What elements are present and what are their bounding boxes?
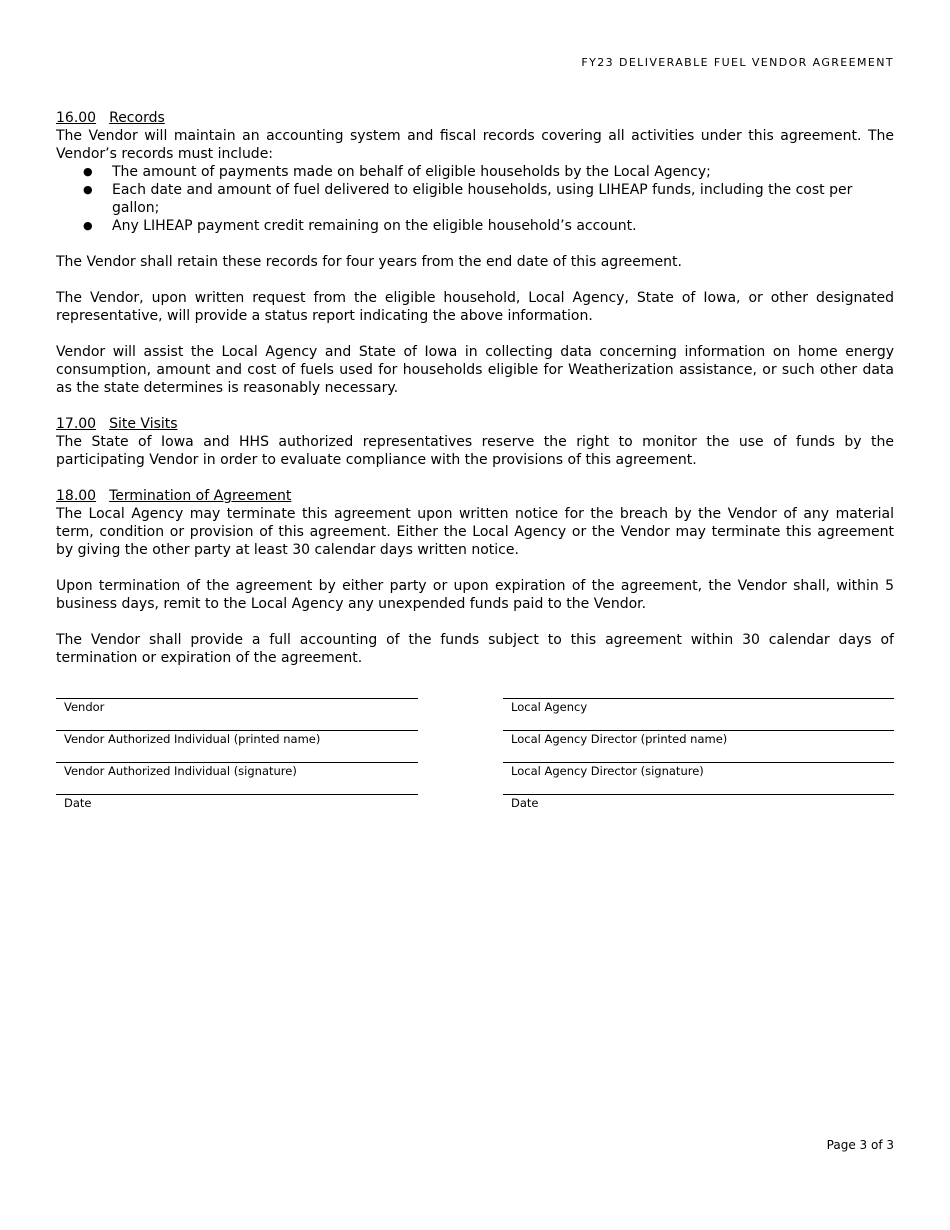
records-list-item: ● Each date and amount of fuel delivered to eligible households, using LIHEAP funds, including the cost per gallon;: [56, 181, 894, 217]
document-header: FY23 DELIVERABLE FUEL VENDOR AGREEMENT: [581, 56, 894, 69]
records-status-report-paragraph: The Vendor, upon written request from the eligible household, Local Agency, State of Iowa, or other designated representative, will provide a status report indicating the above information.: [56, 290, 894, 324]
section-number: 16.00: [56, 110, 97, 126]
vendor-signature-column: [56, 698, 418, 826]
termination-funds-paragraph: Upon termination of the agreement by either party or upon expiration of the agreement, the Vendor shall, within 5 business days, remit to the Local Agency any unexpended funds paid to the Vendor.: [56, 578, 894, 612]
agency-printed-name-line[interactable]: Local Agency Director (printed name): [503, 730, 894, 762]
agency-signature-line[interactable]: Local Agency Director (signature): [503, 762, 894, 794]
records-list: [56, 163, 894, 235]
section-heading-records: [56, 109, 894, 127]
vendor-signature-line[interactable]: Vendor Authorized Individual (signature): [56, 762, 418, 794]
vendor-name-line[interactable]: Vendor: [56, 698, 418, 730]
page-number: Page 3 of 3: [826, 1138, 894, 1152]
section-heading-site-visits: [56, 415, 894, 433]
section-number: 18.00: [56, 488, 97, 504]
records-list-item: ● Any LIHEAP payment credit remaining on the eligible household’s account.: [56, 217, 894, 235]
section-title: Site Visits: [109, 416, 178, 432]
section-title: Termination of Agreement: [109, 488, 292, 504]
document-body: [56, 109, 894, 667]
agency-name-line[interactable]: Local Agency: [503, 698, 894, 730]
records-list-item: ● The amount of payments made on behalf of eligible households by the Local Agency;: [56, 163, 894, 181]
section-heading-termination: [56, 487, 894, 505]
section-number: 17.00: [56, 416, 97, 432]
termination-accounting-paragraph: The Vendor shall provide a full accounting of the funds subject to this agreement within 30 calendar days of termination or expiration of the agreement.: [56, 632, 894, 666]
vendor-date-line[interactable]: Date: [56, 794, 418, 826]
vendor-printed-name-line[interactable]: Vendor Authorized Individual (printed name): [56, 730, 418, 762]
site-visits-paragraph: The State of Iowa and HHS authorized representatives reserve the right to monitor the use of funds by the participating Vendor in order to evaluate compliance with the provisions of this agreement.: [56, 434, 894, 468]
agency-signature-column: [503, 698, 894, 826]
records-data-assistance-paragraph: Vendor will assist the Local Agency and State of Iowa in collecting data concerning information on home energy consumption, amount and cost of fuels used for households eligible for Weatherization assistance, or such other data as the state determines is reasonably necessary.: [56, 344, 894, 396]
section-title: Records: [109, 110, 165, 126]
records-intro: The Vendor will maintain an accounting system and fiscal records covering all activities under this agreement. The Vendor’s records must include:: [56, 128, 894, 162]
signature-block: [56, 698, 894, 826]
termination-notice-paragraph: The Local Agency may terminate this agreement upon written notice for the breach by the Vendor of any material term, condition or provision of this agreement. Either the Local Agency or the Vendor may terminate this agreement by giving the other party at least 30 calendar days written notice.: [56, 506, 894, 558]
agency-date-line[interactable]: Date: [503, 794, 894, 826]
records-retention-paragraph: The Vendor shall retain these records for four years from the end date of this agreement.: [56, 254, 682, 270]
